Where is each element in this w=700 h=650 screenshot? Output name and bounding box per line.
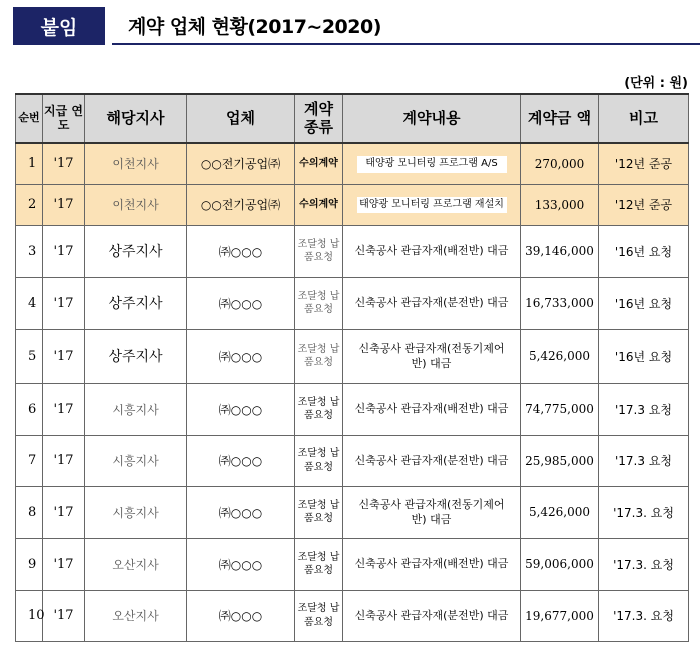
cell-content: 신축공사 관급자재(배전반) 대금 bbox=[343, 225, 521, 277]
cell-company: ㈜○○○ bbox=[187, 435, 295, 486]
cell-amount: 5,426,000 bbox=[521, 329, 599, 383]
cell-type: 조달청 납품요청 bbox=[295, 329, 343, 383]
cell-content: 신축공사 관급자재(분전반) 대금 bbox=[343, 435, 521, 486]
cell-content bbox=[343, 184, 521, 225]
cell-branch: 상주지사 bbox=[85, 225, 187, 277]
header-content: 계약내용 bbox=[343, 94, 521, 143]
cell-year: '17 bbox=[43, 225, 85, 277]
cell-branch: 상주지사 bbox=[85, 277, 187, 329]
cell-content: 신축공사 관급자재(분전반) 대금 bbox=[343, 277, 521, 329]
cell-note: '17.3. 요청 bbox=[599, 590, 689, 641]
attachment-badge: 붙임 bbox=[13, 7, 105, 45]
cell-amount: 270,000 bbox=[521, 143, 599, 184]
table-row bbox=[16, 143, 689, 184]
cell-note: '17.3. 요청 bbox=[599, 538, 689, 590]
cell-year: '17 bbox=[43, 538, 85, 590]
cell-amount: 16,733,000 bbox=[521, 277, 599, 329]
cell-seq: 3 bbox=[16, 225, 43, 277]
cell-amount: 19,677,000 bbox=[521, 590, 599, 641]
cell-amount: 25,985,000 bbox=[521, 435, 599, 486]
table-row bbox=[16, 486, 689, 538]
cell-type: 조달청 납품요청 bbox=[295, 277, 343, 329]
cell-note: '16년 요청 bbox=[599, 277, 689, 329]
cell-branch: 이천지사 bbox=[85, 184, 187, 225]
cell-branch: 시흥지사 bbox=[85, 486, 187, 538]
cell-year: '17 bbox=[43, 329, 85, 383]
cell-company: ㈜○○○ bbox=[187, 486, 295, 538]
cell-type: 수의계약 bbox=[295, 184, 343, 225]
cell-content: 신축공사 관급자재(배전반) 대금 bbox=[343, 383, 521, 435]
cell-seq: 8 bbox=[16, 486, 43, 538]
cell-note: '12년 준공 bbox=[599, 184, 689, 225]
table-row bbox=[16, 383, 689, 435]
header-amount: 계약금 액 bbox=[521, 94, 599, 143]
table-row bbox=[16, 590, 689, 641]
cell-seq: 6 bbox=[16, 383, 43, 435]
cell-company: ㈜○○○ bbox=[187, 383, 295, 435]
header-type: 계약 종류 bbox=[295, 94, 343, 143]
cell-branch: 상주지사 bbox=[85, 329, 187, 383]
cell-type: 조달청 납품요청 bbox=[295, 383, 343, 435]
cell-type: 조달청 납품요청 bbox=[295, 225, 343, 277]
cell-type: 수의계약 bbox=[295, 143, 343, 184]
table-row bbox=[16, 538, 689, 590]
unit-label: (단위 : 원) bbox=[624, 76, 688, 91]
cell-amount: 39,146,000 bbox=[521, 225, 599, 277]
cell-note: '17.3 요청 bbox=[599, 383, 689, 435]
cell-note: '16년 요청 bbox=[599, 329, 689, 383]
table-row bbox=[16, 184, 689, 225]
header-company: 업체 bbox=[187, 94, 295, 143]
cell-company: ㈜○○○ bbox=[187, 225, 295, 277]
cell-year: '17 bbox=[43, 277, 85, 329]
cell-year: '17 bbox=[43, 143, 85, 184]
cell-seq: 7 bbox=[16, 435, 43, 486]
cell-amount: 74,775,000 bbox=[521, 383, 599, 435]
cell-year: '17 bbox=[43, 486, 85, 538]
document-title: 계약 업체 현황(2017~2020) bbox=[112, 7, 700, 45]
cell-company: ㈜○○○ bbox=[187, 277, 295, 329]
cell-branch: 오산지사 bbox=[85, 538, 187, 590]
content-box: 태양광 모니터링 프로그램 재설치 bbox=[357, 197, 507, 214]
cell-company: ㈜○○○ bbox=[187, 538, 295, 590]
cell-year: '17 bbox=[43, 383, 85, 435]
cell-branch: 시흥지사 bbox=[85, 435, 187, 486]
table-row bbox=[16, 225, 689, 277]
cell-seq: 10 bbox=[16, 590, 43, 641]
cell-seq: 4 bbox=[16, 277, 43, 329]
cell-company: ㈜○○○ bbox=[187, 590, 295, 641]
table-header-row bbox=[16, 94, 689, 143]
cell-note: '17.3 요청 bbox=[599, 435, 689, 486]
cell-company: ㈜○○○ bbox=[187, 329, 295, 383]
cell-note: '12년 준공 bbox=[599, 143, 689, 184]
content-box: 태양광 모니터링 프로그램 A/S bbox=[357, 156, 507, 173]
table-row bbox=[16, 329, 689, 383]
cell-company: ○○전기공업㈜ bbox=[187, 143, 295, 184]
cell-note: '17.3. 요청 bbox=[599, 486, 689, 538]
header-note: 비고 bbox=[599, 94, 689, 143]
table-row bbox=[16, 435, 689, 486]
cell-note: '16년 요청 bbox=[599, 225, 689, 277]
cell-type: 조달청 납품요청 bbox=[295, 590, 343, 641]
cell-seq: 1 bbox=[16, 143, 43, 184]
cell-content: 신축공사 관급자재(전동기제어반) 대금 bbox=[343, 329, 521, 383]
cell-company: ○○전기공업㈜ bbox=[187, 184, 295, 225]
cell-year: '17 bbox=[43, 435, 85, 486]
cell-amount: 5,426,000 bbox=[521, 486, 599, 538]
cell-seq: 5 bbox=[16, 329, 43, 383]
header-branch: 해당지사 bbox=[85, 94, 187, 143]
cell-branch: 시흥지사 bbox=[85, 383, 187, 435]
cell-content: 신축공사 관급자재(전동기제어반) 대금 bbox=[343, 486, 521, 538]
contract-table bbox=[15, 93, 689, 642]
header-seq: 순번 bbox=[16, 94, 43, 143]
cell-type: 조달청 납품요청 bbox=[295, 538, 343, 590]
cell-content: 신축공사 관급자재(배전반) 대금 bbox=[343, 538, 521, 590]
cell-content: 신축공사 관급자재(분전반) 대금 bbox=[343, 590, 521, 641]
cell-branch: 오산지사 bbox=[85, 590, 187, 641]
cell-type: 조달청 납품요청 bbox=[295, 435, 343, 486]
cell-amount: 133,000 bbox=[521, 184, 599, 225]
cell-content bbox=[343, 143, 521, 184]
cell-year: '17 bbox=[43, 184, 85, 225]
header-year: 지급 연도 bbox=[43, 94, 85, 143]
cell-branch: 이천지사 bbox=[85, 143, 187, 184]
cell-type: 조달청 납품요청 bbox=[295, 486, 343, 538]
cell-seq: 9 bbox=[16, 538, 43, 590]
cell-seq: 2 bbox=[16, 184, 43, 225]
table-row bbox=[16, 277, 689, 329]
cell-amount: 59,006,000 bbox=[521, 538, 599, 590]
cell-year: '17 bbox=[43, 590, 85, 641]
